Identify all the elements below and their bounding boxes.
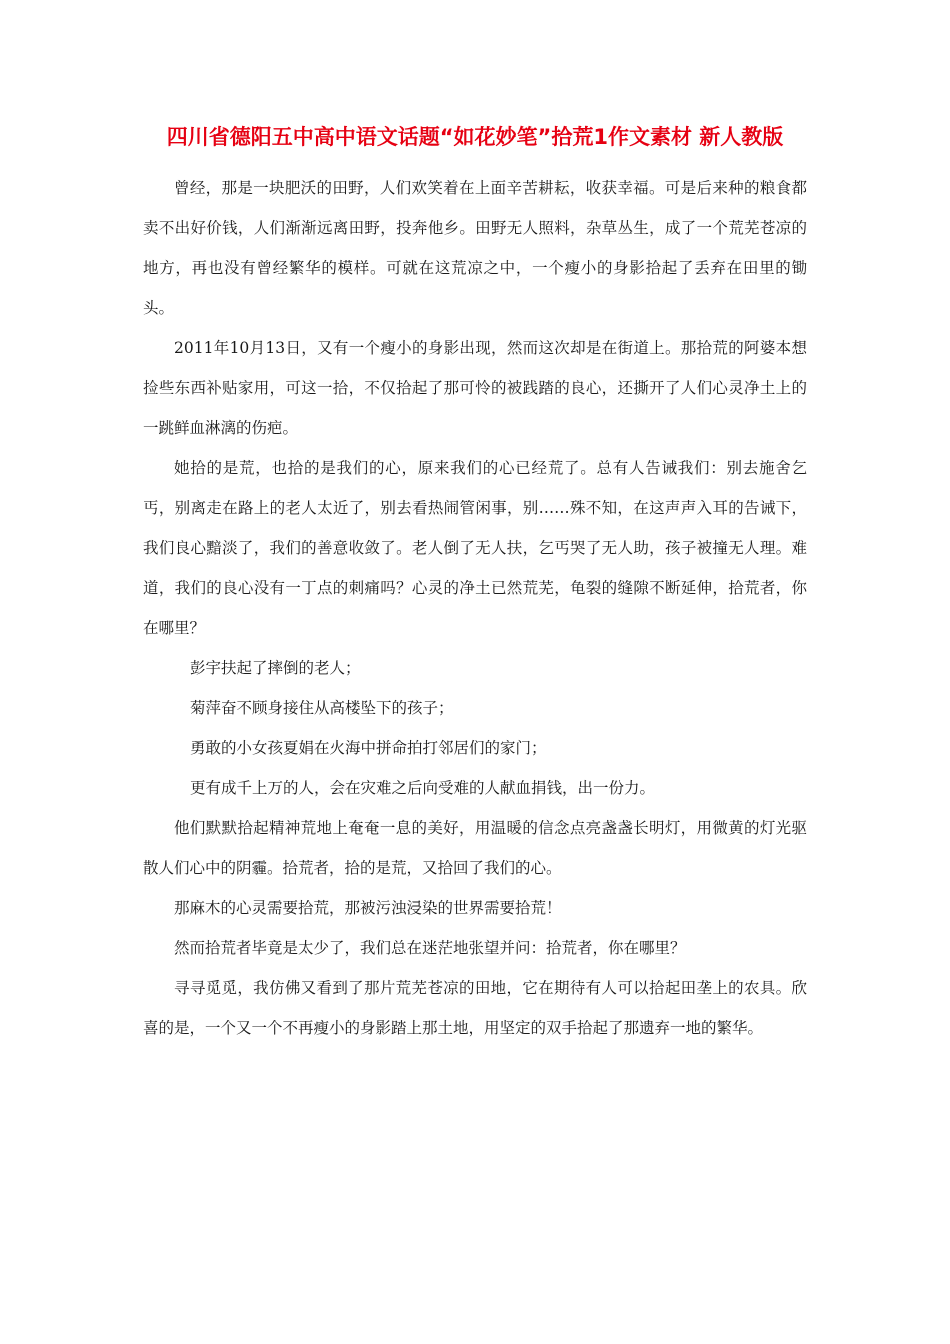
paragraph: 他们默默拾起精神荒地上奄奄一息的美好，用温暖的信念点亮盏盏长明灯，用微黄的灯光驱散人们心中的阴霾。拾荒者，拾的是荒，又拾回了我们的心。 — [143, 819, 807, 877]
document-title: 四川省德阳五中高中语文话题“如花妙笔”拾荒1作文素材 新人教版 — [166, 125, 784, 149]
document-body — [143, 168, 807, 1048]
list-item: 勇敢的小女孩夏娟在火海中拼命拍打邻居们的家门； — [190, 739, 547, 757]
paragraph: 寻寻觅觅，我仿佛又看到了那片荒芜苍凉的田地，它在期待有人可以拾起田垄上的农具。欣喜的是，一个又一个不再瘦小的身影踏上那土地，用坚定的双手拾起了那遗弃一地的繁华。 — [143, 979, 807, 1037]
paragraph: 2011年10月13日，又有一个瘦小的身影出现，然而这次却是在街道上。那拾荒的阿婆本想捡些东西补贴家用，可这一拾，不仅拾起了那可怜的被践踏的良心，还撕开了人们心灵净土上的一跳鲜血淋漓的伤疤。 — [143, 339, 807, 437]
paragraph: 那麻木的心灵需要拾荒，那被污浊浸染的世界需要拾荒！ — [174, 899, 562, 917]
list-item: 更有成千上万的人，会在灾难之后向受难的人献血捐钱，出一份力。 — [190, 779, 656, 797]
list-item: 彭宇扶起了摔倒的老人； — [190, 659, 361, 677]
paragraph: 她拾的是荒，也拾的是我们的心，原来我们的心已经荒了。总有人告诫我们：别去施舍乞丐，别离走在路上的老人太近了，别去看热闹管闲事，别……殊不知，在这声声入耳的告诫下，我们良心黯淡了，我们的善意收敛了。老人倒了无人扶，乞丐哭了无人助，孩子被撞无人理。难道，我们的良心没有一丁点的刺痛吗？心灵的净土已然荒芜，龟裂的缝隙不断延伸，拾荒者，你在哪里？ — [143, 459, 807, 637]
paragraph: 然而拾荒者毕竟是太少了，我们总在迷茫地张望并问：拾荒者，你在哪里？ — [174, 939, 686, 957]
list-item: 菊萍奋不顾身接住从高楼坠下的孩子； — [190, 699, 454, 717]
paragraph: 曾经，那是一块肥沃的田野，人们欢笑着在上面辛苦耕耘，收获幸福。可是后来种的粮食都卖不出好价钱，人们渐渐远离田野，投奔他乡。田野无人照料，杂草丛生，成了一个荒芜苍凉的地方，再也没有曾经繁华的模样。可就在这荒凉之中，一个瘦小的身影拾起了丢弃在田里的锄头。 — [143, 179, 807, 317]
